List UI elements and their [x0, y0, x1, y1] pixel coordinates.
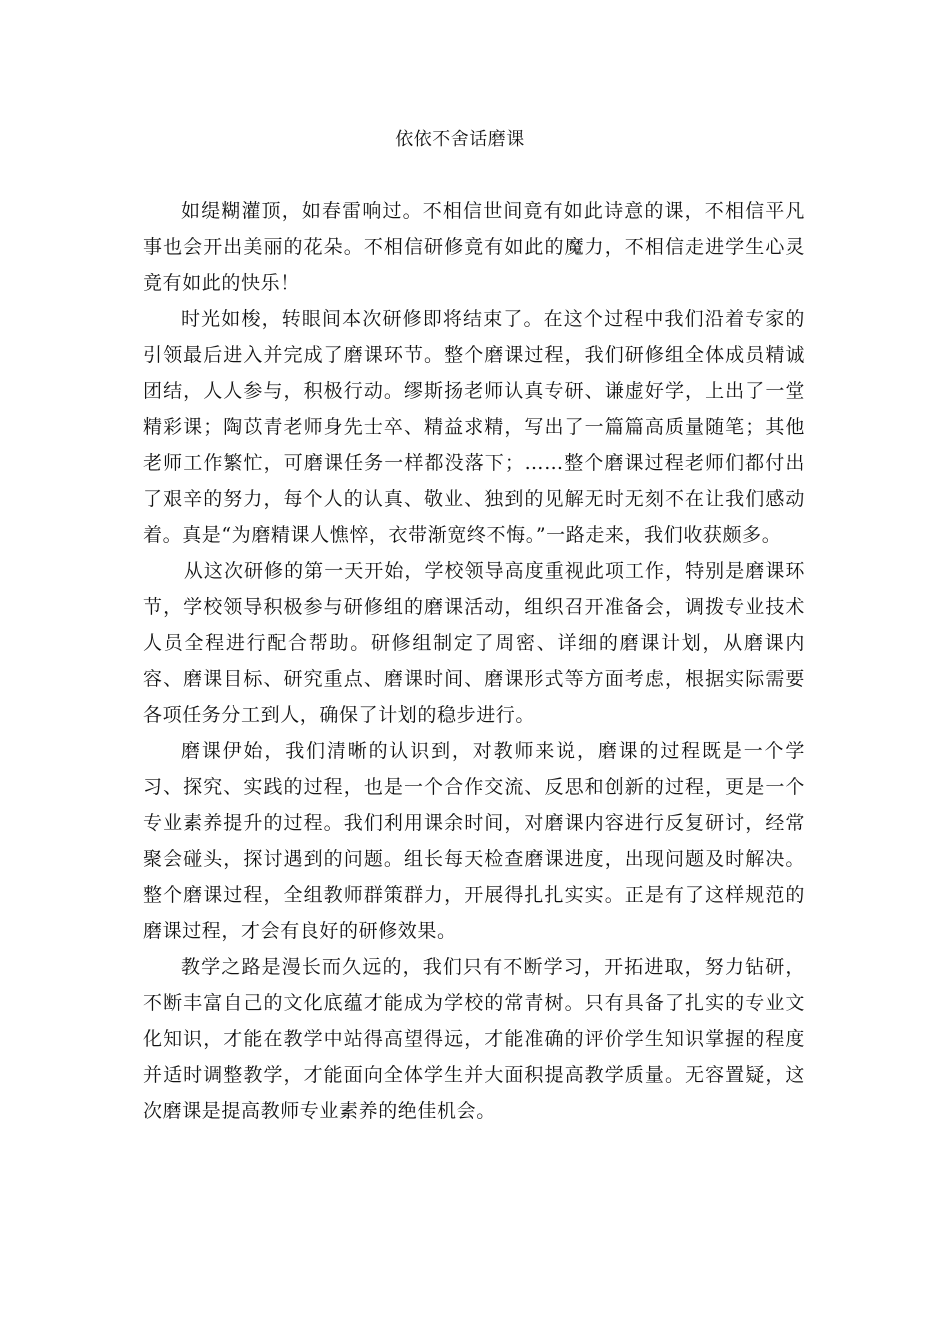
paragraph-2: 时光如梭，转眼间本次研修即将结束了。在这个过程中我们沿着专家的引领最后进入并完成了磨课环节。整个磨课过程，我们研修组全体成员精诚团结，人人参与，积极行动。缪斯扬老师认真专研、谦虚好学，上出了一堂精彩课；陶苡青老师身先士卒、精益求精，写出了一篇篇高质量随笔；其他老师工作繁忙，可磨课任务一样都没落下；……整个磨课过程老师们都付出了艰辛的努力，每个人的认真、敬业、独到的见解无时无刻不在让我们感动着。真是“为磨精课人憔悴，衣带渐宽终不悔。”一路走来，我们收获颇多。: [143, 308, 805, 546]
paragraph-1: 如缇糊灌顶，如春雷响过。不相信世间竟有如此诗意的课，不相信平凡事也会开出美丽的花朵。不相信研修竟有如此的魔力，不相信走进学生心灵竟有如此的快乐！: [143, 200, 805, 294]
document-body: [143, 193, 805, 1129]
document-title: 依依不舍话磨课: [395, 129, 525, 150]
paragraph-4: 磨课伊始，我们清晰的认识到，对教师来说，磨课的过程既是一个学习、探究、实践的过程，也是一个合作交流、反思和创新的过程，更是一个专业素养提升的过程。我们利用课余时间，对磨课内容进行反复研讨，经常聚会碰头，探讨遇到的问题。组长每天检查磨课进度，出现问题及时解决。整个磨课过程，全组教师群策群力，开展得扎扎实实。正是有了这样规范的磨课过程，才会有良好的研修效果。: [143, 740, 805, 942]
paragraph-5: 教学之路是漫长而久远的，我们只有不断学习，开拓进取，努力钻研，不断丰富自己的文化底蕴才能成为学校的常青树。只有具备了扎实的专业文化知识，才能在教学中站得高望得远，才能准确的评价学生知识掌握的程度并适时调整教学，才能面向全体学生并大面积提高教学质量。无容置疑，这次磨课是提高教师专业素养的绝佳机会。: [143, 956, 805, 1122]
paragraph-3: 从这次研修的第一天开始，学校领导高度重视此项工作，特别是磨课环节，学校领导积极参与研修组的磨课活动，组织召开准备会，调拨专业技术人员全程进行配合帮助。研修组制定了周密、详细的磨课计划，从磨课内容、磨课目标、研究重点、磨课时间、磨课形式等方面考虑，根据实际需要各项任务分工到人，确保了计划的稳步进行。: [143, 560, 805, 726]
